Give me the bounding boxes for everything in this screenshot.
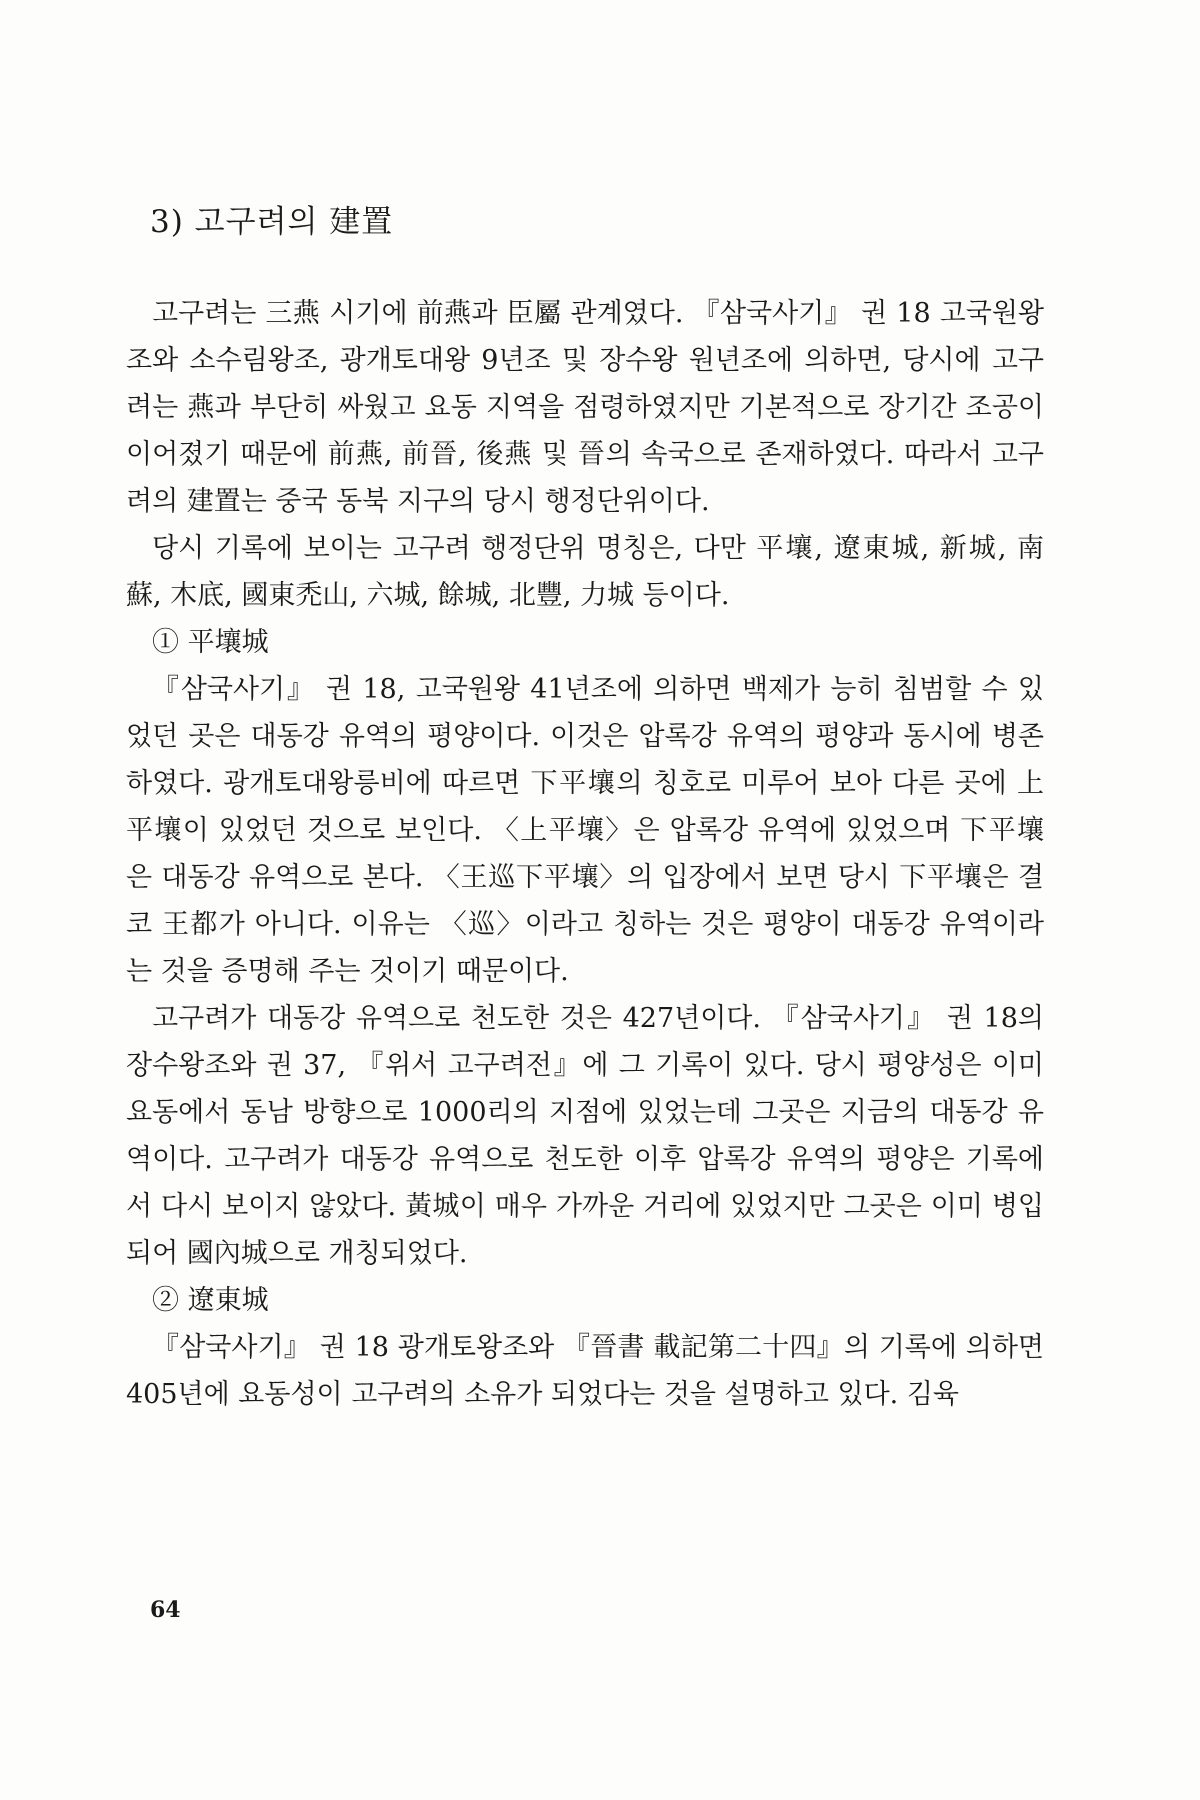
subsection-heading: ① 平壤城 [152,627,269,658]
section-title: 3) 고구려의 建置 [150,204,394,240]
paragraph: 고구려는 三燕 시기에 前燕과 臣屬 관계였다. 『삼국사기』 권 18 고국원왕조와 소수림왕조, 광개토대왕 9년조 및 장수왕 원년조에 의하면, 당시에 고구려는 燕과 부단히 싸웠고 요동 지역을 점령하였지만 기본적으로 장기간 조공이 이어졌기 때문에 前燕, 前晉, 後燕 및 晉의 속국으로 존재하였다. 따라서 고구려의 建置는 중국 동북 지구의 당시 행정단위이다. [126,298,1044,517]
subsection-heading: ② 遼東城 [152,1285,269,1316]
paragraph: 『삼국사기』 권 18, 고국원왕 41년조에 의하면 백제가 능히 침범할 수 있었던 곳은 대동강 유역의 평양이다. 이것은 압록강 유역의 평양과 동시에 병존하였다. 광개토대왕릉비에 따르면 下平壤의 칭호로 미루어 보아 다른 곳에 上平壤이 있었던 것으로 보인다. 〈上平壤〉은 압록강 유역에 있었으며 下平壤은 대동강 유역으로 본다. 〈王巡下平壤〉의 입장에서 보면 당시 下平壤은 결코 王都가 아니다. 이유는 〈巡〉이라고 칭하는 것은 평양이 대동강 유역이라는 것을 증명해 주는 것이기 때문이다. [126,674,1044,987]
paragraph: 『삼국사기』 권 18 광개토왕조와 『晉書 載記第二十四』의 기록에 의하면 405년에 요동성이 고구려의 소유가 되었다는 것을 설명하고 있다. 김육 [126,1332,1044,1410]
paragraph: 당시 기록에 보이는 고구려 행정단위 명칭은, 다만 平壤, 遼東城, 新城, 南蘇, 木底, 國東禿山, 六城, 餘城, 北豐, 力城 등이다. [126,533,1044,611]
paragraph: 고구려가 대동강 유역으로 천도한 것은 427년이다. 『삼국사기』 권 18의 장수왕조와 권 37, 『위서 고구려전』에 그 기록이 있다. 당시 평양성은 이미 요동에서 동남 방향으로 1000리의 지점에 있었는데 그곳은 지금의 대동강 유역이다. 고구려가 대동강 유역으로 천도한 이후 압록강 유역의 평양은 기록에서 다시 보이지 않았다. 黃城이 매우 가까운 거리에 있었지만 그곳은 이미 병입되어 國內城으로 개칭되었다. [126,1003,1044,1269]
page-number: 64 [150,1597,181,1623]
body-text [126,290,1044,1418]
